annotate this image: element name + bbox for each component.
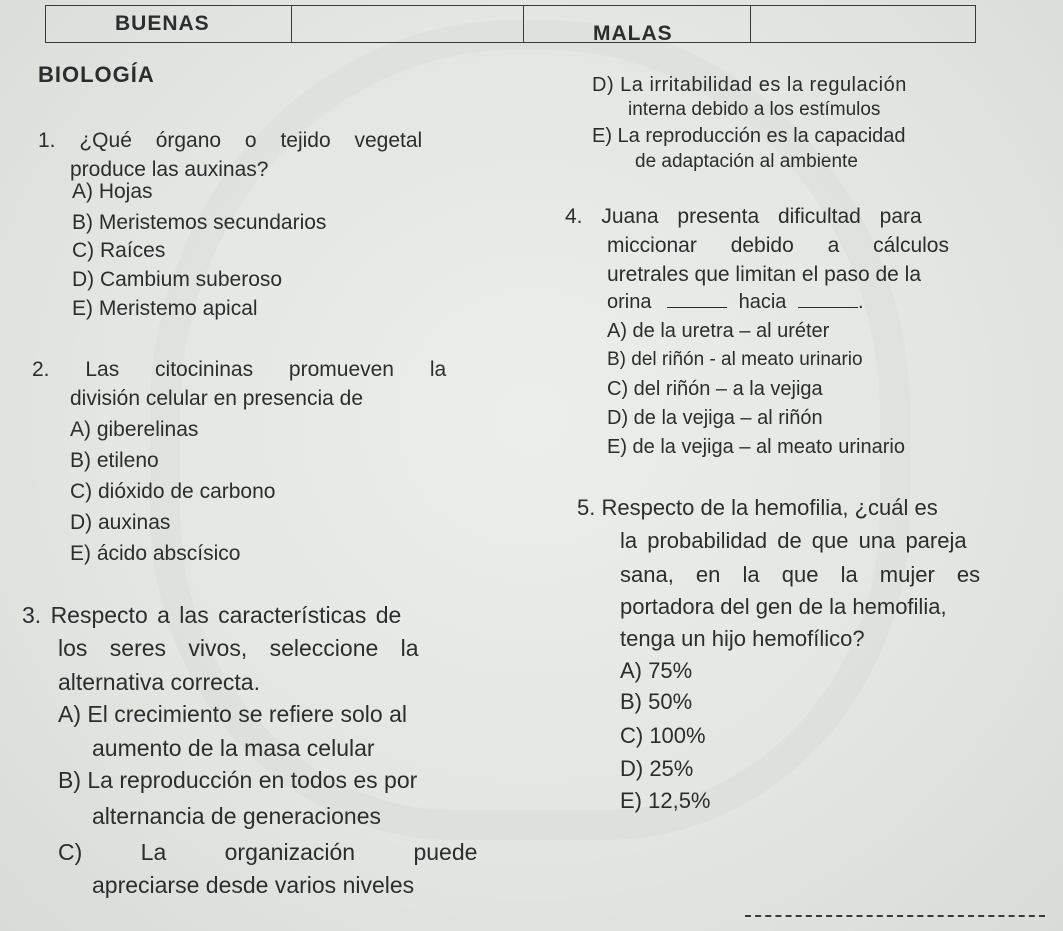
q3-stem-line2: los seres vivos, seleccione la <box>58 635 419 661</box>
q5-stem-line3: sana, en la que la mujer es <box>620 562 981 587</box>
q4-option-a: A) de la uretra – al uréter <box>607 320 830 342</box>
q4-stem-line3: uretrales que limitan el paso de la <box>607 263 922 286</box>
q4-blank-1[interactable] <box>667 293 727 308</box>
q5-stem-line1: 5. Respecto de la hemofilia, ¿cuál es <box>577 495 938 520</box>
q4-stem-line2: miccionar debido a cálculos <box>607 234 949 257</box>
q5-option-d: D) 25% <box>620 756 694 781</box>
q1-option-d: D) Cambium suberoso <box>72 268 283 291</box>
bad-answers-label: MALAS <box>593 22 673 45</box>
q3-option-b-line1: B) La reproducción en todos es por <box>58 767 418 793</box>
q3-option-c-line2: apreciarse desde varios niveles <box>92 872 415 898</box>
q1-option-c: C) Raíces <box>72 239 166 262</box>
q3-option-d-line2: interna debido a los estímulos <box>628 99 881 120</box>
q4-line4-end: . <box>857 291 864 313</box>
q2-stem-line2: división celular en presencia de <box>70 387 364 410</box>
q3-stem-line3: alternativa correcta. <box>58 669 260 695</box>
q4-line4-middle: hacia <box>738 291 787 313</box>
q1-stem-line2: produce las auxinas? <box>70 158 269 181</box>
q2-stem-line1: 2. Las citocininas promueven la <box>32 358 447 381</box>
q3-option-d-line1: D) La irritabilidad es la regulación <box>592 74 907 96</box>
good-answers-label: BUENAS <box>115 12 210 35</box>
q3-option-e-line1: E) La reproducción es la capacidad <box>592 125 906 147</box>
q2-option-e: E) ácido abscísico <box>70 542 241 565</box>
q3-option-e-line2: de adaptación al ambiente <box>635 151 858 172</box>
q1-option-e: E) Meristemo apical <box>72 297 258 320</box>
q3-option-a-line2: aumento de la masa celular <box>92 735 375 761</box>
q5-option-b: B) 50% <box>620 689 693 714</box>
q2-option-a: A) giberelinas <box>70 418 199 441</box>
q5-option-e: E) 12,5% <box>620 788 711 813</box>
q5-stem-line5: tenga un hijo hemofílico? <box>620 626 865 651</box>
q4-blank-2[interactable] <box>798 293 858 308</box>
q1-option-b: B) Meristemos secundarios <box>72 211 327 234</box>
q5-option-a: A) 75% <box>620 658 693 683</box>
q3-stem-line1: 3. Respecto a las características de <box>22 602 402 628</box>
q5-stem-line2: la probabilidad de que una pareja <box>620 528 967 553</box>
q4-option-c: C) del riñón – a la vejiga <box>607 378 823 400</box>
q5-option-c: C) 100% <box>620 723 706 748</box>
q3-option-b-line2: alternancia de generaciones <box>92 803 381 829</box>
q4-line4-start: orina <box>607 291 652 313</box>
q4-option-e: E) de la vejiga – al meato urinario <box>607 436 905 458</box>
q2-option-c: C) dióxido de carbono <box>70 480 276 503</box>
page-bottom-dashed-rule <box>745 915 1045 917</box>
q4-option-b: B) del riñón - al meato urinario <box>607 349 863 370</box>
q4-option-d: D) de la vejiga – al riñón <box>607 407 823 429</box>
q3-option-c-line1: C) La organización puede <box>58 839 478 865</box>
q2-option-b: B) etileno <box>70 449 159 472</box>
q4-stem-line4 <box>607 292 864 312</box>
q2-option-d: D) auxinas <box>70 511 171 534</box>
score-cell-good-value <box>292 6 524 42</box>
q1-option-a: A) Hojas <box>72 180 153 203</box>
section-title: BIOLOGÍA <box>38 62 155 87</box>
q1-stem-line1: 1. ¿Qué órgano o tejido vegetal <box>38 129 423 152</box>
q5-stem-line4: portadora del gen de la hemofilia, <box>620 594 947 619</box>
q3-option-a-line1: A) El crecimiento se refiere solo al <box>58 701 407 727</box>
q4-stem-line1: 4. Juana presenta dificultad para <box>565 205 922 228</box>
